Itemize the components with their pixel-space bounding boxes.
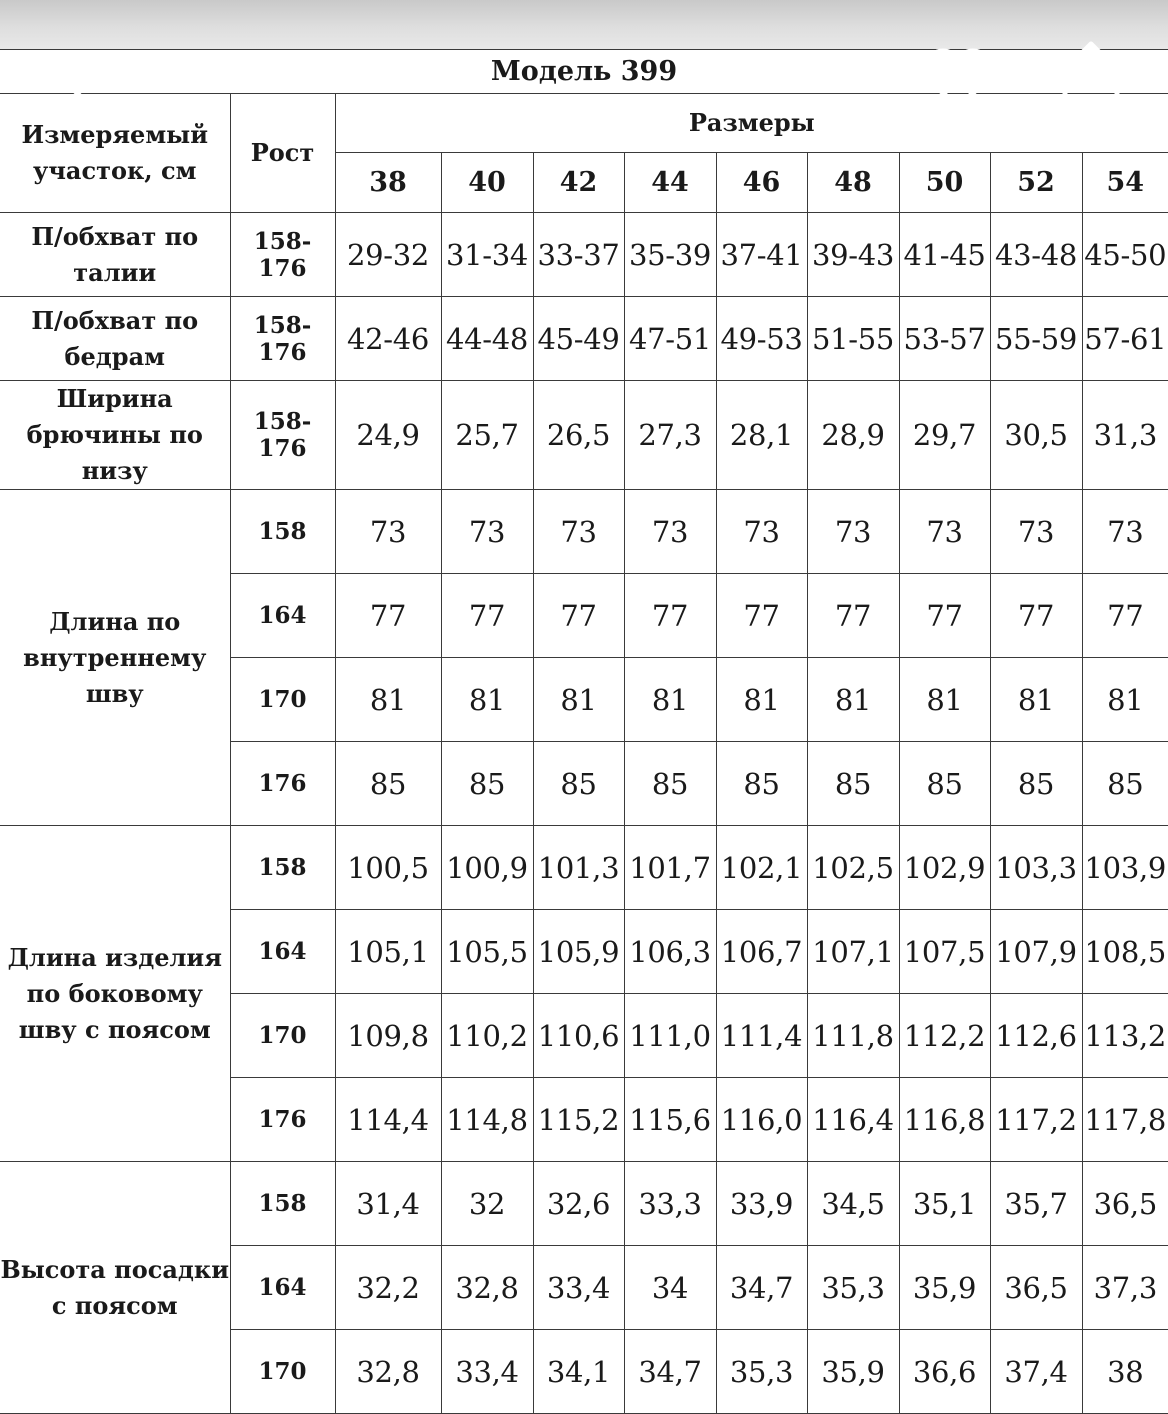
value-cell: 35,7 <box>990 1162 1082 1246</box>
value-cell: 85 <box>807 742 899 826</box>
table-title: Модель 399 <box>0 50 1168 94</box>
measure-label: Ширина брючины по низу <box>0 381 230 490</box>
value-cell: 73 <box>1082 490 1168 574</box>
value-cell: 35,3 <box>716 1330 807 1414</box>
value-cell: 34,7 <box>624 1330 716 1414</box>
value-cell: 85 <box>990 742 1082 826</box>
value-cell: 77 <box>807 574 899 658</box>
value-cell: 34,7 <box>716 1246 807 1330</box>
table-row <box>0 490 1168 574</box>
value-cell: 26,5 <box>533 381 624 490</box>
favorite-button[interactable] <box>915 38 1001 120</box>
size-header-cell: 46 <box>716 153 807 213</box>
value-cell: 32 <box>441 1162 533 1246</box>
value-cell: 55-59 <box>990 297 1082 381</box>
value-cell: 73 <box>624 490 716 574</box>
value-cell: 32,2 <box>335 1246 441 1330</box>
value-cell: 34 <box>624 1246 716 1330</box>
measure-label: Длина изделия по боковому шву с поясом <box>0 826 230 1162</box>
value-cell: 116,4 <box>807 1078 899 1162</box>
size-header-cell: 38 <box>335 153 441 213</box>
height-cell: 164 <box>230 574 335 658</box>
value-cell: 113,2 <box>1082 994 1168 1078</box>
value-cell: 85 <box>1082 742 1168 826</box>
height-cell: 176 <box>230 742 335 826</box>
value-cell: 107,9 <box>990 910 1082 994</box>
value-cell: 81 <box>716 658 807 742</box>
value-cell: 117,8 <box>1082 1078 1168 1162</box>
back-button[interactable] <box>40 42 110 116</box>
height-cell: 158 <box>230 490 335 574</box>
value-cell: 81 <box>441 658 533 742</box>
value-cell: 73 <box>716 490 807 574</box>
height-column-header: Рост <box>230 94 335 213</box>
value-cell: 115,6 <box>624 1078 716 1162</box>
size-header-cell: 40 <box>441 153 533 213</box>
value-cell: 112,2 <box>899 994 990 1078</box>
value-cell: 108,5 <box>1082 910 1168 994</box>
value-cell: 81 <box>990 658 1082 742</box>
value-cell: 100,5 <box>335 826 441 910</box>
value-cell: 73 <box>441 490 533 574</box>
height-cell: 158-176 <box>230 213 335 297</box>
value-cell: 42-46 <box>335 297 441 381</box>
value-cell: 85 <box>624 742 716 826</box>
value-cell: 77 <box>624 574 716 658</box>
value-cell: 28,9 <box>807 381 899 490</box>
value-cell: 116,0 <box>716 1078 807 1162</box>
value-cell: 36,5 <box>1082 1162 1168 1246</box>
value-cell: 77 <box>533 574 624 658</box>
value-cell: 35,9 <box>899 1246 990 1330</box>
height-cell: 164 <box>230 910 335 994</box>
value-cell: 77 <box>990 574 1082 658</box>
value-cell: 39-43 <box>807 213 899 297</box>
value-cell: 105,9 <box>533 910 624 994</box>
height-cell: 164 <box>230 1246 335 1330</box>
value-cell: 116,8 <box>899 1078 990 1162</box>
measure-label: П/обхват по талии <box>0 213 230 297</box>
value-cell: 37-41 <box>716 213 807 297</box>
value-cell: 77 <box>899 574 990 658</box>
value-cell: 85 <box>899 742 990 826</box>
value-cell: 73 <box>990 490 1082 574</box>
value-cell: 77 <box>716 574 807 658</box>
value-cell: 81 <box>1082 658 1168 742</box>
value-cell: 101,3 <box>533 826 624 910</box>
value-cell: 106,7 <box>716 910 807 994</box>
height-cell: 170 <box>230 658 335 742</box>
value-cell: 35-39 <box>624 213 716 297</box>
value-cell: 111,8 <box>807 994 899 1078</box>
size-header-cell: 52 <box>990 153 1082 213</box>
value-cell: 29-32 <box>335 213 441 297</box>
value-cell: 31,3 <box>1082 381 1168 490</box>
value-cell: 25,7 <box>441 381 533 490</box>
value-cell: 81 <box>335 658 441 742</box>
value-cell: 51-55 <box>807 297 899 381</box>
height-cell: 158-176 <box>230 381 335 490</box>
value-cell: 85 <box>441 742 533 826</box>
value-cell: 35,3 <box>807 1246 899 1330</box>
value-cell: 38 <box>1082 1330 1168 1414</box>
heart-icon <box>923 48 993 110</box>
value-cell: 34,1 <box>533 1330 624 1414</box>
value-cell: 36,5 <box>990 1246 1082 1330</box>
value-cell: 32,8 <box>441 1246 533 1330</box>
value-cell: 30,5 <box>990 381 1082 490</box>
value-cell: 110,2 <box>441 994 533 1078</box>
value-cell: 28,1 <box>716 381 807 490</box>
height-cell: 170 <box>230 994 335 1078</box>
value-cell: 107,1 <box>807 910 899 994</box>
value-cell: 37,3 <box>1082 1246 1168 1330</box>
value-cell: 115,2 <box>533 1078 624 1162</box>
measure-label: Длина по внутреннему шву <box>0 490 230 826</box>
value-cell: 77 <box>441 574 533 658</box>
value-cell: 44-48 <box>441 297 533 381</box>
value-cell: 112,6 <box>990 994 1082 1078</box>
value-cell: 29,7 <box>899 381 990 490</box>
value-cell: 103,3 <box>990 826 1082 910</box>
value-cell: 45-50 <box>1082 213 1168 297</box>
value-cell: 106,3 <box>624 910 716 994</box>
value-cell: 111,4 <box>716 994 807 1078</box>
size-header-cell: 50 <box>899 153 990 213</box>
value-cell: 36,6 <box>899 1330 990 1414</box>
value-cell: 73 <box>335 490 441 574</box>
value-cell: 33,4 <box>533 1246 624 1330</box>
value-cell: 85 <box>533 742 624 826</box>
measure-column-header: Измеряемый участок, см <box>0 94 230 213</box>
size-header-cell: 44 <box>624 153 716 213</box>
value-cell: 53-57 <box>899 297 990 381</box>
value-cell: 35,9 <box>807 1330 899 1414</box>
value-cell: 103,9 <box>1082 826 1168 910</box>
value-cell: 102,1 <box>716 826 807 910</box>
value-cell: 49-53 <box>716 297 807 381</box>
height-cell: 176 <box>230 1078 335 1162</box>
size-table <box>0 49 1168 1414</box>
value-cell: 35,1 <box>899 1162 990 1246</box>
value-cell: 81 <box>807 658 899 742</box>
value-cell: 77 <box>1082 574 1168 658</box>
value-cell: 33,9 <box>716 1162 807 1246</box>
value-cell: 105,5 <box>441 910 533 994</box>
value-cell: 110,6 <box>533 994 624 1078</box>
size-header-cell: 48 <box>807 153 899 213</box>
value-cell: 43-48 <box>990 213 1082 297</box>
value-cell: 32,8 <box>335 1330 441 1414</box>
value-cell: 32,6 <box>533 1162 624 1246</box>
value-cell: 81 <box>624 658 716 742</box>
value-cell: 107,5 <box>899 910 990 994</box>
value-cell: 105,1 <box>335 910 441 994</box>
value-cell: 33,3 <box>624 1162 716 1246</box>
value-cell: 114,8 <box>441 1078 533 1162</box>
value-cell: 47-51 <box>624 297 716 381</box>
size-header-cell: 42 <box>533 153 624 213</box>
value-cell: 57-61 <box>1082 297 1168 381</box>
sizes-group-header: Размеры <box>335 94 1168 153</box>
value-cell: 102,9 <box>899 826 990 910</box>
value-cell: 73 <box>899 490 990 574</box>
measure-label: Высота посадки с поясом <box>0 1162 230 1414</box>
value-cell: 85 <box>716 742 807 826</box>
measure-label: П/обхват по бедрам <box>0 297 230 381</box>
chevron-left-icon <box>55 51 95 107</box>
value-cell: 45-49 <box>533 297 624 381</box>
value-cell: 114,4 <box>335 1078 441 1162</box>
value-cell: 33,4 <box>441 1330 533 1414</box>
value-cell: 33-37 <box>533 213 624 297</box>
value-cell: 34,5 <box>807 1162 899 1246</box>
value-cell: 73 <box>533 490 624 574</box>
height-cell: 158 <box>230 826 335 910</box>
table-row <box>0 381 1168 490</box>
height-cell: 170 <box>230 1330 335 1414</box>
value-cell: 100,9 <box>441 826 533 910</box>
height-cell: 158 <box>230 1162 335 1246</box>
value-cell: 27,3 <box>624 381 716 490</box>
value-cell: 73 <box>807 490 899 574</box>
value-cell: 41-45 <box>899 213 990 297</box>
value-cell: 31,4 <box>335 1162 441 1246</box>
value-cell: 81 <box>533 658 624 742</box>
value-cell: 24,9 <box>335 381 441 490</box>
value-cell: 85 <box>335 742 441 826</box>
value-cell: 37,4 <box>990 1330 1082 1414</box>
share-button[interactable] <box>1046 34 1136 116</box>
share-icon <box>1060 39 1122 111</box>
value-cell: 117,2 <box>990 1078 1082 1162</box>
table-row <box>0 213 1168 297</box>
value-cell: 77 <box>335 574 441 658</box>
table-row <box>0 1162 1168 1246</box>
value-cell: 109,8 <box>335 994 441 1078</box>
value-cell: 81 <box>899 658 990 742</box>
value-cell: 101,7 <box>624 826 716 910</box>
table-row <box>0 297 1168 381</box>
height-cell: 158-176 <box>230 297 335 381</box>
size-header-cell: 54 <box>1082 153 1168 213</box>
value-cell: 31-34 <box>441 213 533 297</box>
value-cell: 111,0 <box>624 994 716 1078</box>
value-cell: 102,5 <box>807 826 899 910</box>
table-row <box>0 826 1168 910</box>
